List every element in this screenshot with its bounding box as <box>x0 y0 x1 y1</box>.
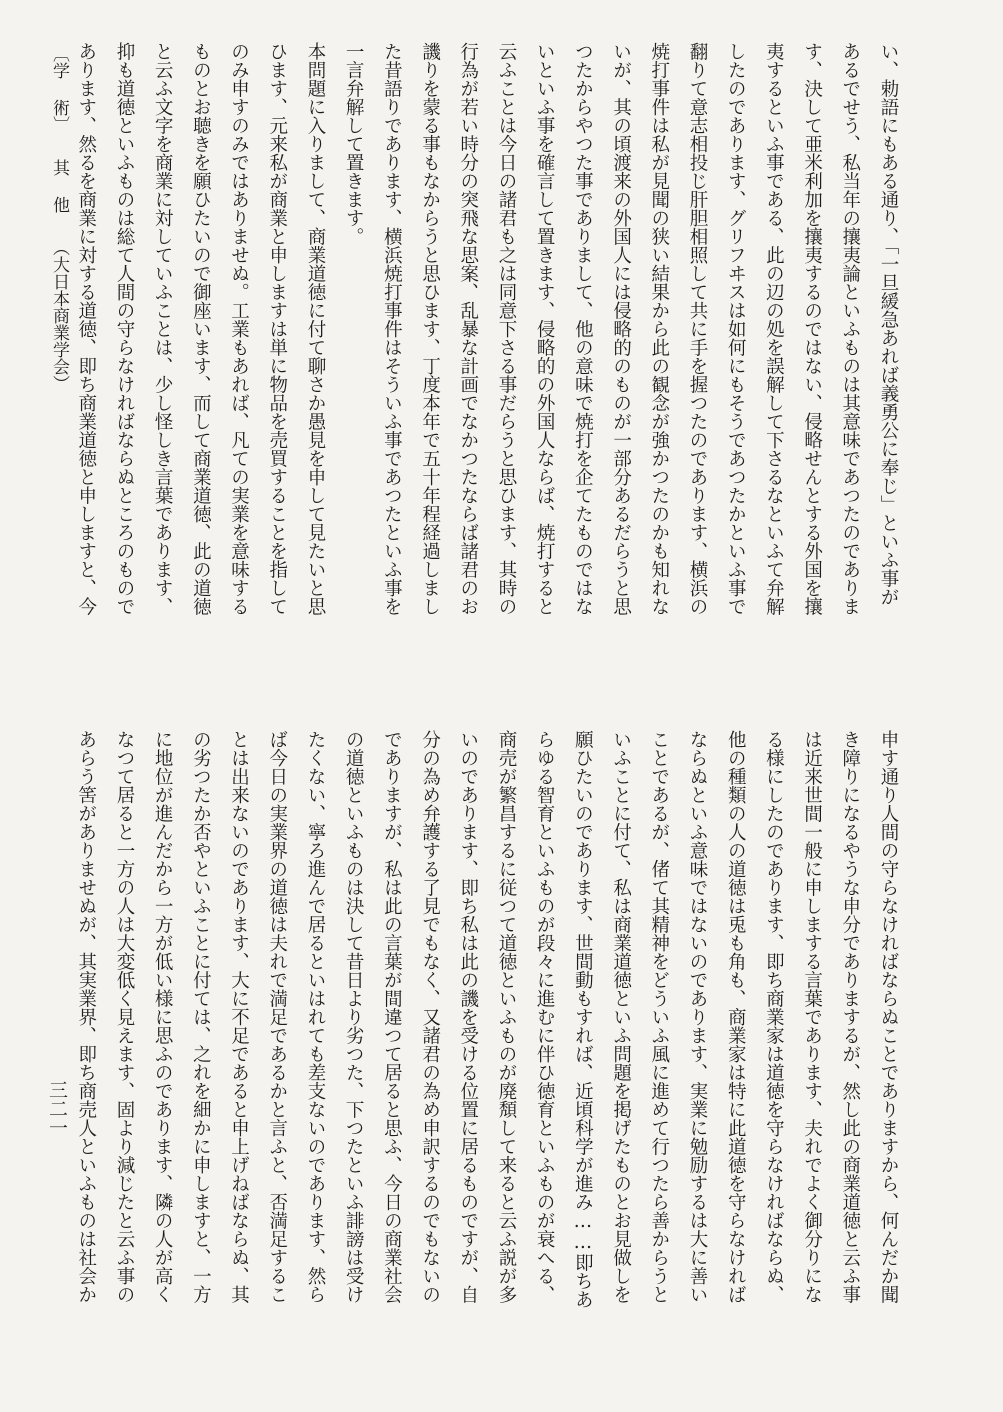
text-column: いが、其の頃渡来の外国人には侵略的のものが一部分あるだらうと思 <box>610 42 632 616</box>
text-column: す、決して亜米利加を攘夷するのではない、侵略せんとする外国を攘 <box>801 42 823 616</box>
text-column: ものとお聴きを願ひたいので御座います、而して商業道徳、此の道徳 <box>190 42 212 616</box>
category-label: 其 他 <box>49 159 69 213</box>
text-column: あらう筈がありませぬが、其実業界、即ち商売人といふものは社会か <box>75 730 97 1304</box>
text-column: ひます、元来私が商業と申しますは単に物品を売買することを指して <box>266 42 288 616</box>
text-column: なつて居ると一方の人は大変低く見えます、固より減じたと云ふ事の <box>113 730 135 1304</box>
text-column: あります、然るを商業に対する道徳、即ち商業道徳と申しますと、今 <box>75 42 97 616</box>
text-column: 夷するといふ事である、此の辺の処を誤解して下さるなといふて弁解 <box>763 42 785 616</box>
text-column: 翻りて意志相投じ肝胆相照して共に手を握つたのであります、横浜の <box>686 42 708 616</box>
text-column: 商売が繁昌するに従つて道徳といふものが廃頽して来ると云ふ説が多 <box>495 730 517 1304</box>
text-column: のみ申すのみではありませぬ。工業もあれば、凡ての実業を意味する <box>228 42 250 616</box>
bottom-text-block <box>67 730 907 1309</box>
text-column: でありますが、私は此の言葉が間違つて居ると思ふ、今日の商業社会 <box>381 730 403 1304</box>
text-column: あるでせう、私当年の攘夷論といふものは其意味であつたのでありま <box>839 42 861 616</box>
text-column: に地位が進んだから一方が低い様に思ふのであります、隣の人が高く <box>152 730 174 1304</box>
text-column: 他の種類の人の道徳は兎も角も、商業家は特に此道徳を守らなければ <box>725 730 747 1304</box>
text-column: ならぬといふ意味ではないのであります、実業に勉励するは大に善い <box>686 730 708 1304</box>
text-column: の劣つたか否やといふことに付ては、之れを細かに申しますと、一方 <box>190 730 212 1304</box>
text-column: つたからやつた事でありまして、他の意味で焼打を企てたものではな <box>572 42 594 616</box>
publisher-label: （大日本商業学会） <box>49 239 69 392</box>
top-text-block <box>67 42 907 616</box>
text-column: 譏りを蒙る事もなからうと思ひます、丁度本年で五十年程経過しまし <box>419 42 441 616</box>
running-header <box>44 45 74 392</box>
text-column: い、勅語にもある通り、「一旦緩急あれば義勇公に奉じ」といふ事が <box>878 42 899 607</box>
text-column: 申す通り人間の守らなければならぬことでありますから、何んだか聞 <box>878 730 899 1304</box>
text-column: ことであるが、偖て其精神をどういふ風に進めて行つたら善からうと <box>648 730 670 1304</box>
section-label: 〔学 術〕 <box>49 45 69 133</box>
text-column: たくない、寧ろ進んで居るといはれても差支ないのであります、然ら <box>304 730 326 1304</box>
text-column: いのであります、即ち私は此の譏を受ける位置に居るものですが、自 <box>457 730 479 1304</box>
text-column: ば今日の実業界の道徳は夫れで満足であるかと言ふと、否満足するこ <box>266 730 288 1304</box>
text-column: いふことに付て、私は商業道徳といふ問題を掲げたものとお見做しを <box>610 730 632 1304</box>
page-number: 三二一 <box>46 1080 68 1137</box>
text-column: 抑も道徳といふものは総て人間の守らなければならぬところのもので <box>113 42 135 616</box>
text-column: 本問題に入りまして、商業道徳に付て聊さか愚見を申して見たいと思 <box>304 42 326 616</box>
text-column: とは出来ないのであります、大に不足であると申上げねばならぬ、其 <box>228 730 250 1304</box>
text-column: る様にしたのであります、即ち商業家は道徳を守らなければならぬ、 <box>763 730 785 1304</box>
text-column: の道徳といふものは決して昔日より劣つた、下つたといふ誹謗は受け <box>343 730 365 1304</box>
text-column: 行為が若い時分の突飛な思案、乱暴な計画でなかつたならば諸君のお <box>457 42 479 616</box>
text-column: は近来世間一般に申しまする言葉であります、夫れでよく御分りにな <box>801 730 823 1304</box>
text-column: き障りになるやうな申分でありまするが、然し此の商業道徳と云ふ事 <box>839 730 861 1304</box>
text-column: 願ひたいのであります、世間動もすれば、近頃科学が進み……即ちあ <box>572 730 594 1309</box>
text-column: 分の為め弁護する了見でもなく、又諸君の為め申訳するのでもないの <box>419 730 441 1304</box>
text-column: 焼打事件は私が見聞の狭い結果から此の観念が強かつたのかも知れな <box>648 42 670 616</box>
text-column: と云ふ文字を商業に対していふことは、少し怪しき言葉であります、 <box>152 42 174 616</box>
text-column: た昔語りであります、横浜焼打事件はそういふ事であつたといふ事を <box>381 42 403 616</box>
text-column: 一言弁解して置きます。 <box>343 42 365 246</box>
text-column: したのであります、グリフヰスは如何にもそうであつたかといふ事で <box>725 42 747 616</box>
text-column: 云ふことは今日の諸君も之は同意下さる事だらうと思ひます、其時の <box>495 42 517 616</box>
text-column: らゆる智育といふものが段々に進むに伴ひ徳育といふものが衰へる、 <box>534 730 556 1304</box>
text-column: いといふ事を確言して置きます、侵略的の外国人ならば、焼打すると <box>534 42 556 616</box>
